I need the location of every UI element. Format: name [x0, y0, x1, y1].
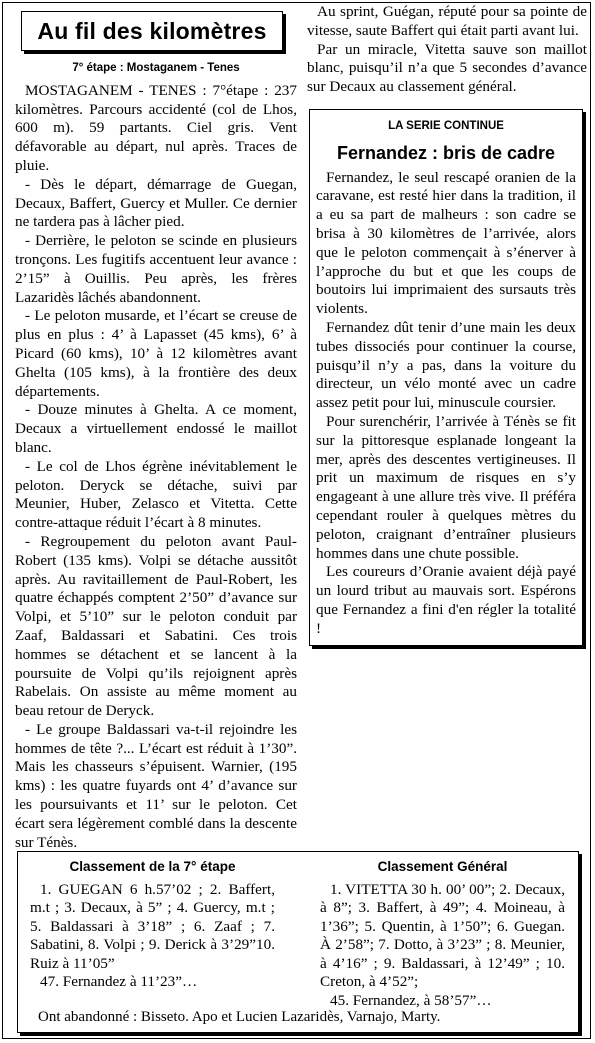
sidebar-paragraph: Fernandez dût tenir d’une main les deux tubes dissociés pour continuer la course, puisqu’il n’y a pas, dans la voiture du directeur, un vélo monté avec un cadre assez petit pour lui, minuscule coursier. — [316, 318, 576, 412]
sidebar-paragraph: Pour surenchérir, l’arrivée à Ténès se fit sur la pittoresque esplanade longeant la mer, après des descentes vertigineuses. Il prit un maximum de risques en s’y engageant à une allure très vive. Il préféra cependant rouler à quelques mètres du peloton, craignant d’entraîner plusieurs hommes dans une chute possible. — [316, 412, 576, 562]
general-results-extra: 45. Fernandez, à 58’57”… — [330, 991, 492, 1009]
stage-results-text: 1. GUEGAN 6 h.57’02 ; 2. Baffert, m.t ; 3. Decaux, à 5” ; 4. Guercy, m.t ; 5. Baldassari à 3’18” ; 6. Zaaf ; 7. Sabatini, 8. Volpi ; 9. Derick à 3’29”10. Ruiz à 11’05” — [30, 880, 275, 972]
sidebar-paragraph: Fernandez, le seul rescapé oranien de la caravane, est resté hier dans la tradition, il a eu sa part de malheurs : son cadre se brisa à 30 kilomètres de l’arrivée, alors que le peloton commençait à s’énerver à l’approche du but et que les coups de boutoirs lui imprimaient des sursauts très violents. — [316, 168, 576, 318]
stage-results — [30, 858, 275, 992]
article-paragraph: - Douze minutes à Ghelta. A ce moment, Decaux a virtuellement endossé le maillot blanc. — [15, 401, 297, 456]
headline: Au fil des kilomètres — [37, 17, 267, 44]
article-paragraph: Au sprint, Guégan, réputé pour sa pointe de vitesse, saute Baffert qui était parti avant lui. — [307, 3, 587, 39]
article-paragraph: - Derrière, le peloton se scinde en plusieurs tronçons. Les fugitifs accentuent leur avance : 2’15” à Ouillis. Peu après, les frères Lazaridès lâchés abandonnent. — [15, 232, 297, 306]
sidebar-kicker: LA SERIE CONTINUE — [388, 119, 504, 132]
general-results-text: 1. VITETTA 30 h. 00’ 00”; 2. Decaux, à 8”; 3. Baffert, à 49”; 4. Moineau, à 1’36”; 5. Quentin, à 1’50”; 6. Guegan. À 2’58”; 7. Dotto, à 3’23” ; 8. Meunier, à 4’16” ; 9. Baldassari, à 12’49” ; 10. Creton, à 4’52”; — [320, 880, 565, 990]
stage-results-extra: 47. Fernandez à 11’23”… — [40, 973, 198, 990]
sidebar-paragraph: Les coureurs d’Oranie avaient déjà payé un lourd tribut au mauvais sort. Espérons que Fernandez a fini d'en régler la totalité ! — [316, 563, 576, 637]
stage-results-heading: Classement de la 7° étape — [69, 859, 236, 874]
article-paragraph: MOSTAGANEM - TENES : 7°étape : 237 kilomètres. Parcours accidenté (col de Lhos, 600 m). 59 partants. Ciel gris. Vent défavorable au départ, nul après. Traces de pluie. — [15, 81, 297, 174]
article-paragraph: - Regroupement du peloton avant Paul-Robert (135 kms). Volpi se détache aussitôt après. Au ravitaillement de Paul-Robert, les quatre échappés comptent 2’50” d’avance sur Volpi, et 5’10” sur le peloton conduit par Zaaf, Baldassari et Sabatini. Ces trois hommes se détachent et se lancent à la poursuite de Volpi qu’ils rejoignent après Rabelais. On assiste au même moment au beau retour de Deryck. — [15, 532, 297, 720]
headline-box — [21, 11, 283, 51]
article-paragraph: - Le groupe Baldassari va-t-il rejoindre les hommes de tête ?... L’écart est réduit à 1’30”. Mais les chasseurs s’épuisent. Warnier, (195 kms) : les quatre fuyards ont 4’ d’avance sur les poursuivants et 11’ sur le peloton. Cet écart sera légèrement comblé dans la descente sur Ténès. — [15, 720, 297, 851]
newspaper-page — [2, 2, 591, 1039]
general-results-heading: Classement Général — [377, 859, 508, 874]
article-paragraph: - Le peloton musarde, et l’écart se creuse de plus en plus : 4’ à Lapasset (45 kms), 6’ à Picard (60 kms), 10’ à 12 kilomètres avant Ghelta (105 kms), à la frontière des deux départements. — [15, 307, 297, 400]
article-column-right — [307, 3, 587, 646]
stage-title: 7° étape : Mostaganem - Tenes — [72, 62, 240, 74]
sidebar-box — [309, 109, 583, 646]
sidebar-title: Fernandez : bris de cadre — [336, 142, 556, 163]
results-box — [17, 851, 579, 1033]
article-paragraph: - Le col de Lhos égrène inévitablement le peloton. Deryck se détache, suivi par Meunier, Huber, Zelasco et Vitetta. Cette contre-attaque réduit l’écart à 8 minutes. — [15, 457, 297, 532]
abandons-line: Ont abandonné : Bisseto. Apo et Lucien Lazaridès, Varnajo, Marty. — [38, 1009, 441, 1025]
article-paragraph: Par un miracle, Vitetta sauve son maillot blanc, puisqu’il n’a que 5 secondes d’avance sur Decaux au classement général. — [307, 40, 587, 96]
article-column-left — [15, 11, 297, 852]
general-results — [320, 858, 565, 1010]
article-paragraph: - Dès le départ, démarrage de Guegan, Decaux, Baffert, Guercy et Muller. Ce dernier ne tardera pas à lâcher pied. — [15, 175, 297, 231]
